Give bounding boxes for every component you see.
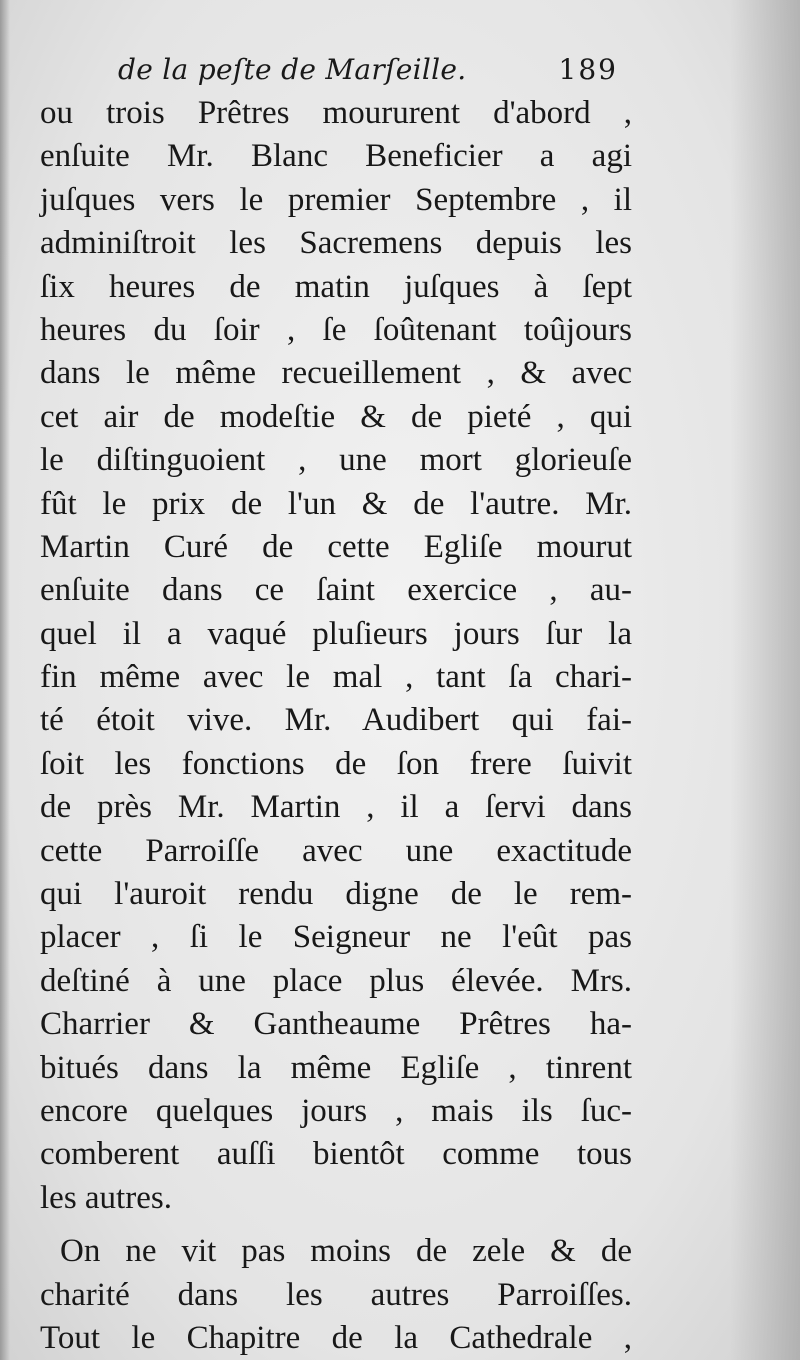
text-line: Tout le Chapitre de la Cathedrale ,: [40, 1319, 632, 1356]
text-line: adminiſtroit les Sacremens depuis les: [40, 225, 632, 262]
text-line: charité dans les autres Parroiſſes.: [40, 1276, 632, 1313]
text-line: enſuite Mr. Blanc Beneficier a agi: [40, 138, 632, 175]
text-line: juſques vers le premier Septembre , il: [40, 181, 632, 218]
text-line: placer , ſi le Seigneur ne l'eût pas: [40, 919, 632, 956]
text-line: heures du ſoir , ſe ſoûtenant toûjours: [40, 311, 632, 348]
text-line: cette Parroiſſe avec une exactitude: [40, 832, 632, 869]
text-line: les autres.: [40, 1179, 172, 1216]
text-line: fût le prix de l'un & de l'autre. Mr.: [40, 485, 632, 522]
page-number: 189: [558, 53, 618, 86]
body-text: [40, 92, 632, 1360]
text-line: quel il a vaqué pluſieurs jours ſur la: [40, 615, 632, 652]
text-line: enſuite dans ce ſaint exercice , au-: [40, 572, 632, 609]
text-line: cet air de modeſtie & de pieté , qui: [40, 398, 632, 435]
text-line: Charrier & Gantheaume Prêtres ha-: [40, 1006, 632, 1043]
text-line: dans le même recueillement , & avec: [40, 355, 632, 392]
text-line: fin même avec le mal , tant ſa chari-: [40, 659, 632, 696]
text-line: bitués dans la même Egliſe , tinrent: [40, 1049, 632, 1086]
text-line: qui l'auroit rendu digne de le rem-: [40, 876, 632, 913]
paragraph-gap: [40, 1220, 632, 1230]
text-line: On ne vit pas moins de zele & de: [60, 1233, 632, 1270]
page-header: [118, 50, 618, 94]
text-line: de près Mr. Martin , il a ſervi dans: [40, 789, 632, 826]
text-line: deſtiné à une place plus élevée. Mrs.: [40, 962, 632, 999]
text-line: ſoit les fonctions de ſon frere ſuivit: [40, 745, 632, 782]
text-line: comberent auſſi bientôt comme tous: [40, 1136, 632, 1173]
text-line: encore quelques jours , mais ils ſuc-: [40, 1092, 632, 1129]
text-line: ou trois Prêtres moururent d'abord ,: [40, 95, 632, 131]
text-line: le diſtinguoient , une mort glorieuſe: [40, 442, 632, 479]
text-line: ſix heures de matin juſques à ſept: [40, 268, 632, 305]
text-line: Martin Curé de cette Egliſe mourut: [40, 528, 632, 565]
running-title: de la peſte de Marſeille.: [118, 53, 467, 86]
text-line: té étoit vive. Mr. Audibert qui fai-: [40, 702, 632, 739]
page-left-edge-shadow: [0, 0, 10, 1360]
page-right-edge-shadow: [730, 0, 800, 1360]
